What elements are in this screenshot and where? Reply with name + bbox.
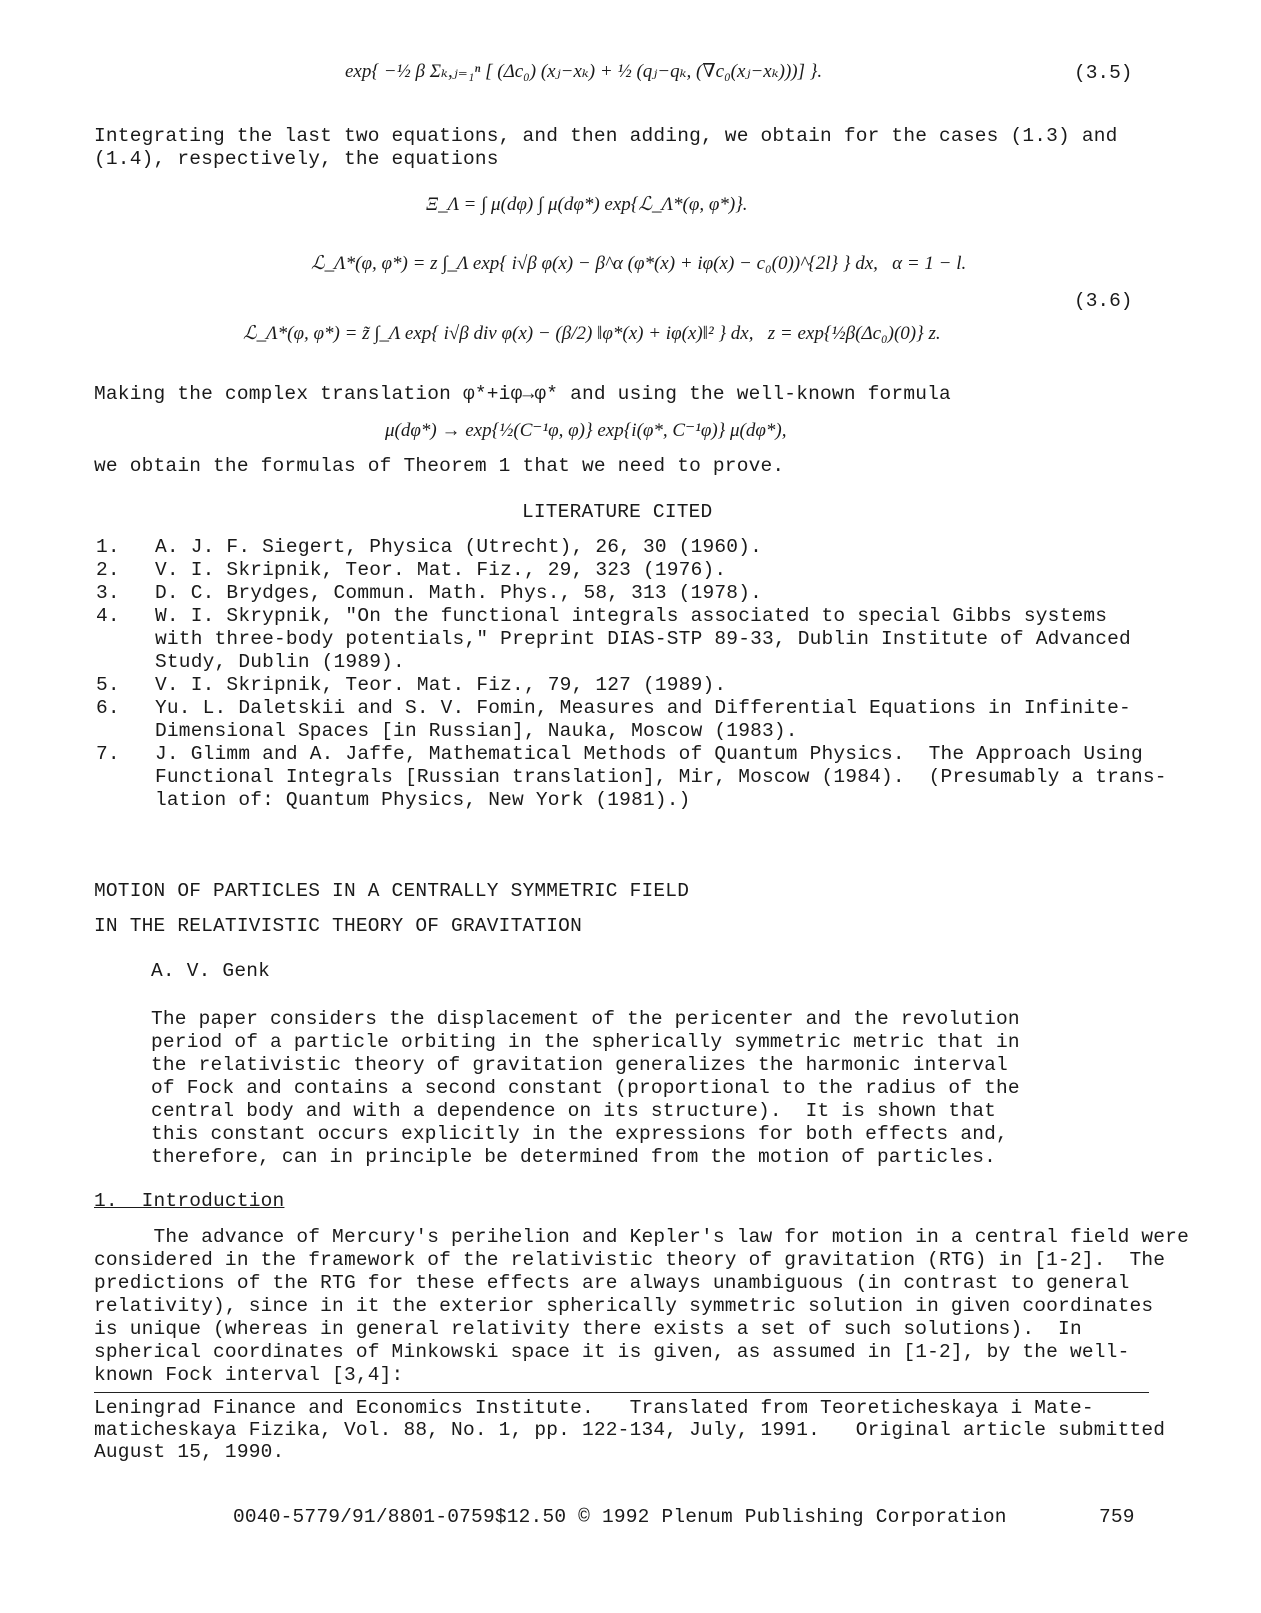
equation-L2: ℒ_Λ*(φ, φ*) = z̃ ∫_Λ exp{ i√β div φ(x) − (β/2) ‖φ*(x) + iφ(x)‖² } dx, z = exp{½β(Δc₀)(0)} z. — [243, 323, 941, 344]
article-title-line: IN THE RELATIVISTIC THEORY OF GRAVITATION — [94, 915, 582, 937]
abstract-line: central body and with a dependence on its structure). It is shown that — [151, 1100, 997, 1122]
reference-line: V. I. Skripnik, Teor. Mat. Fiz., 79, 127 (1989). — [155, 674, 727, 696]
reference-line: with three-body potentials," Preprint DIAS-STP 89-33, Dublin Institute of Advanced — [155, 628, 1131, 650]
reference-line: lation of: Quantum Physics, New York (1981).) — [155, 789, 691, 811]
footnote-line: Leningrad Finance and Economics Institute. Translated from Teoreticheskaya i Mate- — [94, 1397, 1094, 1419]
reference-number: 7. — [96, 743, 120, 765]
reference-number: 4. — [96, 605, 120, 627]
equation-number-3-5: (3.5) — [1074, 62, 1133, 84]
intro-line: known Fock interval [3,4]: — [94, 1364, 404, 1386]
abstract-line: this constant occurs explicitly in the expressions for both effects and, — [151, 1123, 1008, 1145]
intro-line: considered in the framework of the relativistic theory of gravitation (RTG) in [1-2]. The — [94, 1249, 1166, 1271]
reference-list — [0, 536, 1261, 816]
abstract-line: The paper considers the displacement of the pericenter and the revolution — [151, 1008, 1020, 1030]
reference-line: A. J. F. Siegert, Physica (Utrecht), 26, 30 (1960). — [155, 536, 762, 558]
reference-line: D. C. Brydges, Commun. Math. Phys., 58, 313 (1978). — [155, 582, 762, 604]
reference-line: V. I. Skripnik, Teor. Mat. Fiz., 29, 323 (1976). — [155, 559, 727, 581]
intro-line: is unique (whereas in general relativity there exists a set of such solutions). In — [94, 1318, 1082, 1340]
abstract-line: period of a particle orbiting in the spherically symmetric metric that in — [151, 1031, 1020, 1053]
reference-number: 6. — [96, 697, 120, 719]
equation-mu-formula: μ(dφ*) → exp{½(C⁻¹φ, φ)} exp{i(φ*, C⁻¹φ)} μ(dφ*), — [385, 420, 787, 441]
reference-line: Dimensional Spaces [in Russian], Nauka, Moscow (1983). — [155, 720, 798, 742]
paragraph-line: (1.4), respectively, the equations — [94, 148, 499, 170]
paragraph-line: Integrating the last two equations, and then adding, we obtain for the cases (1.3) and — [94, 125, 1118, 147]
footnote-line: maticheskaya Fizika, Vol. 88, No. 1, pp. 122-134, July, 1991. Original article submitted — [94, 1419, 1166, 1441]
article-title-line: MOTION OF PARTICLES IN A CENTRALLY SYMMETRIC FIELD — [94, 880, 690, 902]
abstract-line: therefore, can in principle be determined from the motion of particles. — [151, 1146, 997, 1168]
page-number: 759 — [1099, 1506, 1135, 1528]
reference-line: J. Glimm and A. Jaffe, Mathematical Methods of Quantum Physics. The Approach Using — [155, 743, 1143, 765]
paragraph-line: we obtain the formulas of Theorem 1 that we need to prove. — [94, 455, 785, 477]
reference-line: W. I. Skrypnik, "On the functional integrals associated to special Gibbs systems — [155, 605, 1108, 627]
equation-xi-lambda: Ξ_Λ = ∫ μ(dφ) ∫ μ(dφ*) exp{ℒ_Λ*(φ, φ*)}. — [426, 194, 748, 215]
abstract-line: the relativistic theory of gravitation generalizes the harmonic interval — [151, 1054, 1008, 1076]
reference-line: Functional Integrals [Russian translation], Mir, Moscow (1984). (Presumably a trans- — [155, 766, 1167, 788]
intro-line: relativity), since in it the exterior spherically symmetric solution in given coordinates — [94, 1295, 1154, 1317]
paragraph-line: Making the complex translation φ*+iφ→φ* and using the well-known formula — [94, 383, 951, 405]
reference-number: 5. — [96, 674, 120, 696]
intro-line: spherical coordinates of Minkowski space it is given, as assumed in [1-2], by the well- — [94, 1341, 1130, 1363]
abstract-line: of Fock and contains a second constant (proportional to the radius of the — [151, 1077, 1020, 1099]
footnote-divider — [94, 1392, 1149, 1393]
equation-L1: ℒ_Λ*(φ, φ*) = z ∫_Λ exp{ i√β φ(x) − β^α (φ*(x) + iφ(x) − c₀(0))^{2l} } dx, α = 1 − l. — [311, 253, 967, 274]
copyright-line: 0040-5779/91/8801-0759$12.50 © 1992 Plenum Publishing Corporation — [233, 1506, 1007, 1528]
literature-heading: LITERATURE CITED — [522, 501, 713, 523]
footnote-line: August 15, 1990. — [94, 1441, 285, 1463]
article-author: A. V. Genk — [151, 960, 271, 982]
reference-line: Yu. L. Daletskii and S. V. Fomin, Measures and Differential Equations in Infinite- — [155, 697, 1131, 719]
section-heading: 1. Introduction — [94, 1190, 285, 1212]
equation-3-5: exp{ −½ β Σₖ,ⱼ₌₁ⁿ [ (Δc₀) (xⱼ−xₖ) + ½ (qⱼ−qₖ, (∇c₀(xⱼ−xₖ)))] }. — [345, 61, 823, 82]
reference-number: 3. — [96, 582, 120, 604]
reference-line: Study, Dublin (1989). — [155, 651, 405, 673]
reference-number: 1. — [96, 536, 120, 558]
intro-line: predictions of the RTG for these effects are always unambiguous (in contrast to general — [94, 1272, 1130, 1294]
reference-number: 2. — [96, 559, 120, 581]
intro-line: The advance of Mercury's perihelion and Kepler's law for motion in a central field were — [94, 1226, 1189, 1248]
equation-number-3-6: (3.6) — [1074, 290, 1133, 312]
